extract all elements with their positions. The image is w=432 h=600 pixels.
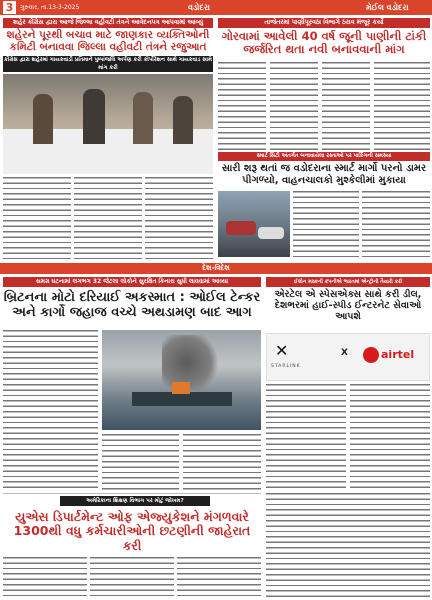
story-airtel-headline: એરટેલ એ સ્પેસએક્સ સાથે કરી ડીલ, દેશભરમાં હાઈ-સ્પીડ ઈન્ટરનેટ સેવાઓ આપશે: [274, 289, 422, 322]
story-left-column-2: [74, 177, 142, 259]
story-right-headline: ગોરવામાં આવેલી 40 વર્ષ જૂની પાણીની ટાંકી જર્જરિત થતા નવી બનાવવાની માંગ: [221, 29, 427, 57]
story-mid-headline: સારી શરૂ થતાં જ વડોદરાના સ્માર્ટ માર્ગો પરનો ડામર પીગળ્યો, વાહનચાલકો મુશ્કેલીમાં મુકાયા: [221, 163, 427, 186]
divider-line: [3, 493, 261, 494]
story-mid-kicker: સ્માર્ટ સિટી અંતર્ગત બનાવાયેલા રસ્તાઓ પર પાર્કિંગની સમસ્યા: [218, 152, 430, 161]
smoke-plume: [162, 335, 222, 390]
story-ship-column-2: [102, 434, 179, 490]
person-figure: [133, 92, 153, 144]
section-band: [0, 263, 432, 274]
date-line: ગુરુવાર, તા.13-3-2025: [20, 4, 80, 11]
story-airtel-column-2: [350, 384, 430, 490]
story-ship-column-1: [3, 330, 98, 490]
starlink-label: STARLINK: [271, 364, 301, 369]
protest-photo: [3, 74, 213, 174]
vehicle-shape: [258, 227, 284, 239]
story-bottom-kicker: અમેરિકાના શિક્ષણ વિભાગ પર મોટું જોખમ?: [60, 496, 210, 506]
story-left-headline: શહેરને પૂરથી બચાવ માટે જાણકાર વ્યક્તિઓની કમિટી બનાવવા જિલ્લા વહીવટી તંત્રને રજુઆત: [6, 29, 210, 54]
story-right-column-3: [322, 62, 370, 150]
story-bottom-column-1: [3, 557, 87, 598]
vehicle-shape: [226, 221, 256, 235]
partner-logos: [266, 333, 430, 381]
story-ship-headline: બ્રિટનના મોટો દરિયાઈ અકસ્માત : ઓઈલ ટેન્કર અને કાર્ગો જહાજ વચ્ચે અથડામણ બાદ આગ: [3, 290, 261, 320]
story-right-kicker: તાજેતરમાં પાણીપૂરવઠા વિભાગે ઠરાવ મંજૂર કર્યો: [218, 18, 430, 28]
section-right: મેઈલ વડોદરા: [366, 3, 409, 12]
section-band-label: દેશ-વિદેશ: [202, 264, 230, 272]
times-sign: X: [341, 348, 348, 358]
airtel-label: airtel: [381, 348, 415, 361]
page-number: 3: [3, 1, 16, 14]
page-header-bar: [0, 0, 432, 15]
story-bottom-headline: યુએસ ડિપાર્ટમેન્ટ ઓફ એજ્યુકેશને મંગળવારે 1300થી વધુ કર્મચારીઓની છટણીની જાહેરાત કરી: [13, 509, 251, 553]
airtel-logo-icon: [363, 347, 379, 363]
ship-fire-photo: [102, 330, 261, 430]
story-left-column-1: [3, 177, 71, 259]
story-bottom-column-3: [177, 557, 261, 598]
story-ship-column-3: [183, 434, 261, 490]
story-left-subhead: કોંગ્રેસ દ્વારા શહેરમાં ગાયકવાડી પ્રતિમાને પુષ્પાંજલિ અર્પણ કરી કોર્પોરેશન સાથે ગાયકવાડ સામે માંગ કરી: [4, 57, 212, 71]
story-bottom-column-2: [90, 557, 174, 598]
story-airtel-column-1: [266, 384, 346, 490]
section-center: વડોદરા: [188, 3, 210, 12]
story-left-kicker: શહેર કોંગ્રેસ દ્વારા આજે જિલ્લા વહીવટી તંત્રને આવેદનપત્ર આપવામાં આવ્યું: [3, 18, 213, 28]
story-right-column-4: [374, 62, 430, 150]
road-photo: [218, 191, 290, 257]
starlink-x-icon: ✕: [275, 341, 289, 360]
person-figure: [173, 96, 193, 144]
story-right-column-1: [218, 62, 266, 150]
story-mid-column-2: [362, 191, 430, 257]
story-right-column-2: [270, 62, 318, 150]
story-left-column-3: [145, 177, 213, 259]
story-airtel-kicker: ઈલોન મસ્કની કંપનીએ ભારતમાં એન્ટ્રીની તૈયારી કરી: [266, 277, 430, 287]
story-ship-kicker: સમગ્ર ઘટનામાં લગભગ 32 જેટલા લોકોને સુરક્ષિત કિનારા સુધી લાવવામાં આવ્યા: [3, 277, 261, 287]
fire-glow: [172, 382, 190, 394]
story-airtel-continued-column: [266, 493, 430, 598]
ship-hull: [132, 392, 232, 406]
story-mid-column-1: [293, 191, 359, 257]
person-figure: [83, 89, 105, 144]
person-figure: [33, 94, 53, 144]
